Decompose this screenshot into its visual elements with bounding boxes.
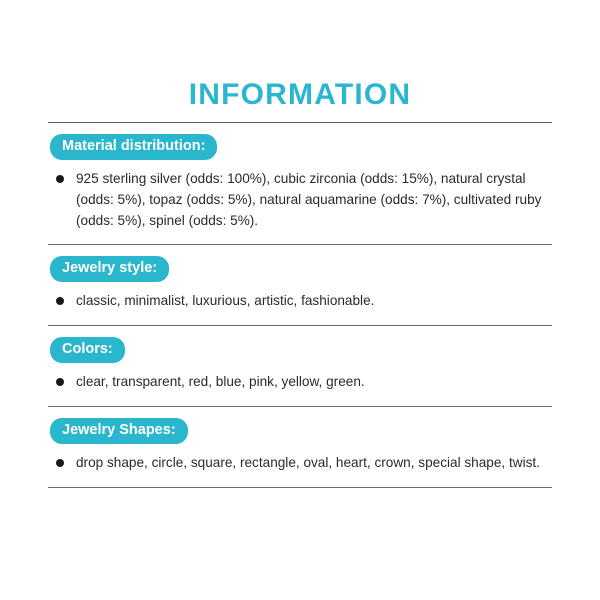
list-jewelry-shapes — [48, 453, 552, 474]
bullet-icon — [56, 297, 64, 305]
list-colors — [48, 372, 552, 393]
section-material-distribution — [48, 123, 552, 244]
section-jewelry-shapes — [48, 407, 552, 487]
section-heading-colors: Colors: — [50, 337, 125, 363]
page-title: INFORMATION — [188, 78, 412, 111]
list-item — [48, 169, 552, 231]
list-jewelry-style — [48, 291, 552, 312]
bullet-icon — [56, 459, 64, 467]
list-material-distribution — [48, 169, 552, 231]
list-item — [48, 453, 552, 474]
list-item-text: 925 sterling silver (odds: 100%), cubic zirconia (odds: 15%), natural crystal (odds: 5%), topaz (odds: 5%), natural aquamarine (odds: 7%), cultivated ruby (odds: 5%), spinel (odds: 5%). — [76, 171, 542, 228]
bullet-icon — [56, 175, 64, 183]
list-item-text: drop shape, circle, square, rectangle, oval, heart, crown, special shape, twist. — [76, 455, 540, 471]
section-jewelry-style — [48, 245, 552, 325]
divider-bottom — [48, 487, 552, 488]
section-heading-jewelry-style: Jewelry style: — [50, 256, 169, 282]
bullet-icon — [56, 378, 64, 386]
list-item — [48, 372, 552, 393]
list-item — [48, 291, 552, 312]
section-heading-jewelry-shapes: Jewelry Shapes: — [50, 418, 188, 444]
list-item-text: clear, transparent, red, blue, pink, yellow, green. — [76, 374, 365, 390]
list-item-text: classic, minimalist, luxurious, artistic, fashionable. — [76, 293, 375, 309]
section-heading-material-distribution: Material distribution: — [50, 134, 217, 160]
section-colors — [48, 326, 552, 406]
